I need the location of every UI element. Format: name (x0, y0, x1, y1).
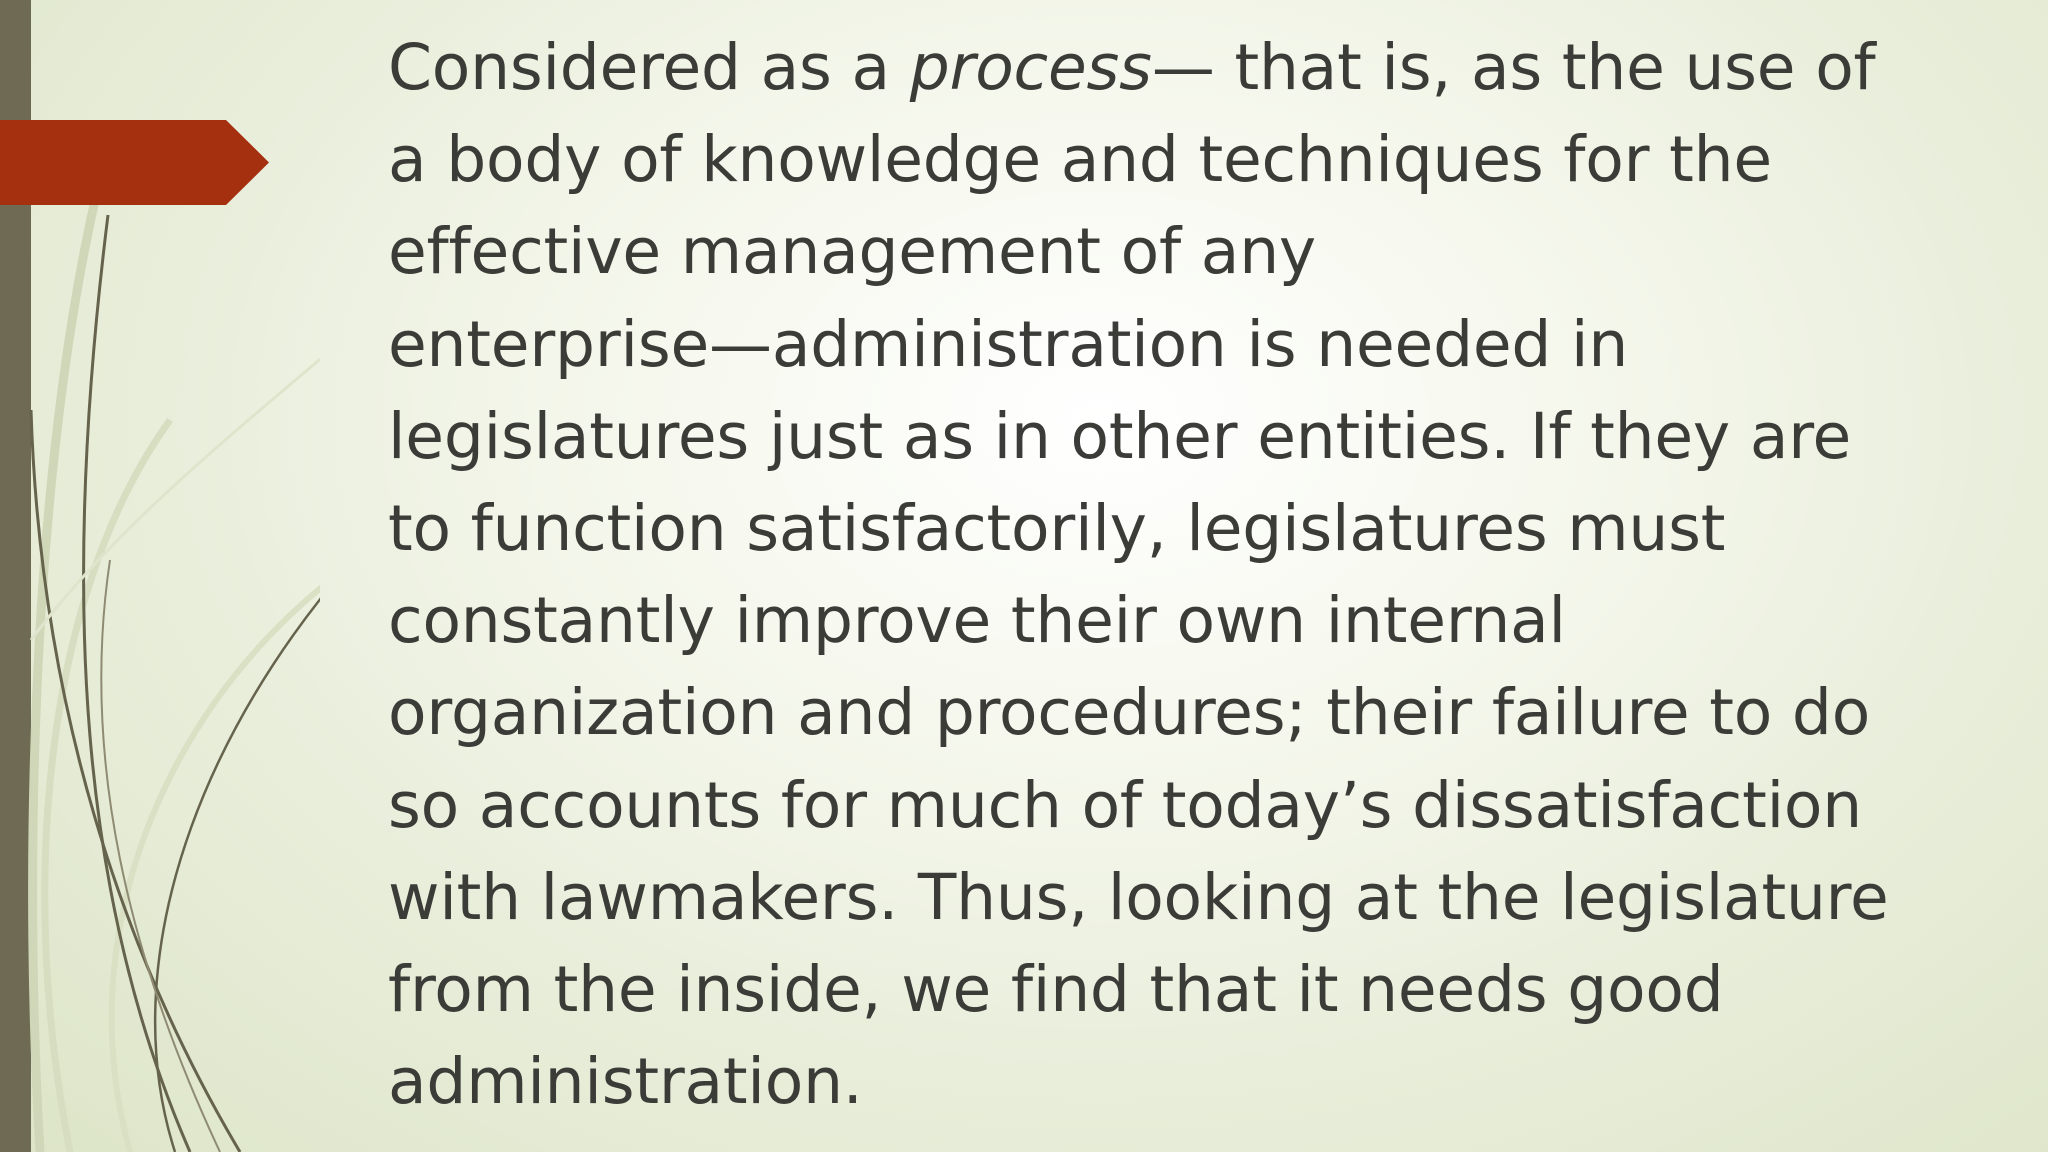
paragraph-line: a body of knowledge and techniques for the (388, 123, 1772, 197)
paragraph-line: enterprise—administration is needed in (388, 307, 1629, 381)
line-text: Considered as a (388, 31, 910, 104)
line-text: — that is, as the use of (1151, 31, 1876, 104)
paragraph-line: effective management of any (388, 215, 1317, 289)
title-arrow-tab (0, 120, 269, 205)
decorative-curve-dark (101, 560, 220, 1152)
arrow-shape (0, 120, 269, 205)
paragraph-line: constantly improve their own internal (388, 584, 1566, 658)
paragraph-line: so accounts for much of today’s dissatisfaction (388, 768, 1862, 842)
paragraph-line: from the inside, we find that it needs good (388, 953, 1724, 1027)
emphasized-word: process (909, 31, 1152, 104)
paragraph-line: administration. (388, 1045, 863, 1119)
decorative-curve-light (31, 300, 320, 640)
paragraph-line: organization and procedures; their failure to do (388, 676, 1871, 750)
decorative-curve-light (112, 540, 320, 1152)
body-paragraph (388, 22, 2008, 1128)
paragraph-line: legislatures just as in other entities. If they are (388, 399, 1852, 473)
paragraph-line: to function satisfactorily, legislatures must (388, 492, 1726, 566)
decorative-curve-dark (83, 215, 190, 1152)
paragraph-line (388, 22, 2008, 114)
paragraph-line: with lawmakers. Thus, looking at the legislature (388, 860, 1889, 934)
